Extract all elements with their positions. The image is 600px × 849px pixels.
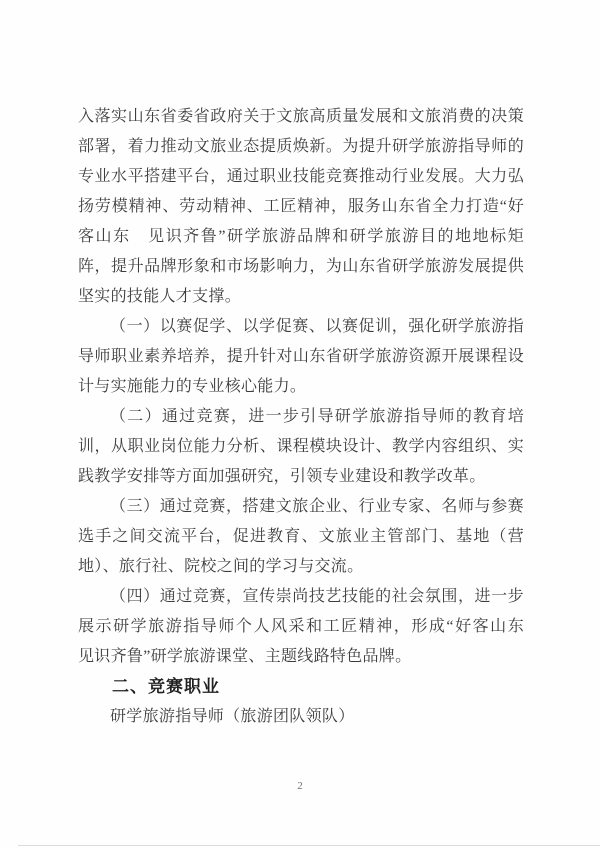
scan-edge-line bbox=[18, 845, 600, 846]
paragraph-objective-4: （四）通过竞赛，宣传崇尚技艺技能的社会氛围，进一步展示研学旅游指导师个人风采和工匠精神，形成“好客山东 见识齐鲁”研学旅游课堂、主题线路特色品牌。 bbox=[78, 588, 541, 665]
paragraph-objective-2: （二）通过竞赛，进一步引导研学旅游指导师的教育培训，从职业岗位能力分析、课程模块设计、教学内容组织、实践教学安排等方面加强研究，引领专业建设和教学改革。 bbox=[78, 408, 524, 485]
paragraph-objective-1: （一）以赛促学、以学促赛、以赛促训，强化研学旅游指导师职业素养培养，提升针对山东省研学旅游资源开展课程设计与实施能力的专业核心能力。 bbox=[78, 318, 524, 395]
paragraph-occupation-name: 研学旅游指导师（旅游团队领队） bbox=[110, 708, 355, 725]
page-number: 2 bbox=[297, 780, 303, 792]
paragraph-objective-3: （三）通过竞赛，搭建文旅企业、行业专家、名师与参赛选手之间交流平台，促进教育、文旅业主管部门、基地（营地）、旅行社、院校之间的学习与交流。 bbox=[78, 498, 524, 575]
document-body bbox=[78, 102, 541, 732]
paragraph-intro-continuation: 入落实山东省委省政府关于文旅高质量发展和文旅消费的决策部署，着力推动文旅业态提质焕新。为提升研学旅游指导师的专业水平搭建平台，通过职业技能竞赛推动行业发展。大力弘扬劳模精神、劳动精神、工匠精神，服务山东省全力打造“好客山东 见识齐鲁”研学旅游品牌和研学旅游目的地地标矩阵，提升品牌形象和市场影响力，为山东省研学旅游发展提供坚实的技能人才支撑。 bbox=[78, 108, 524, 305]
section-heading-competition-occupation: 二、竞赛职业 bbox=[112, 677, 220, 696]
